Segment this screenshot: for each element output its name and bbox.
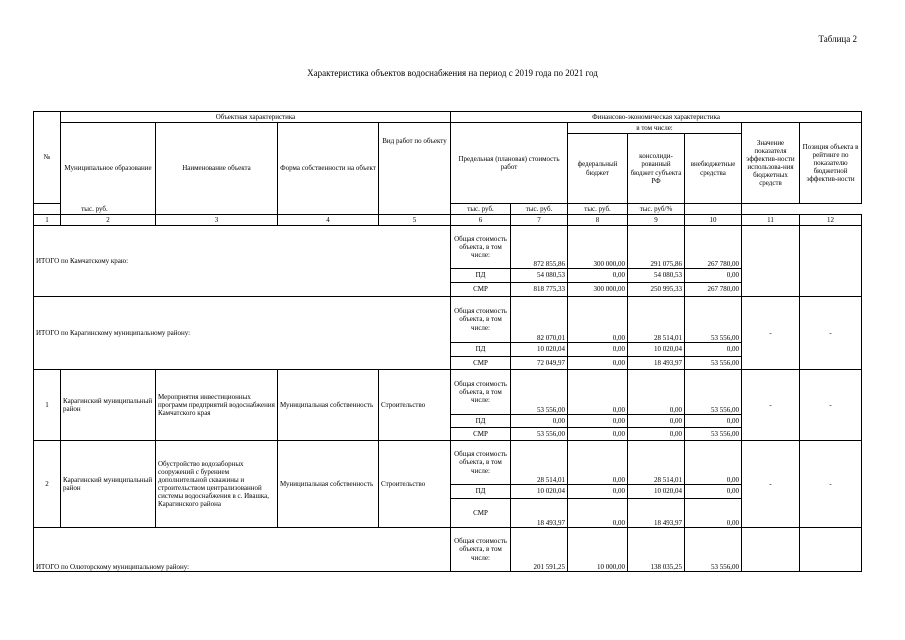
col-number: 5	[379, 215, 451, 226]
row-label-total: Общая стоимость объекта, в том числе:	[451, 528, 511, 572]
efficiency-value: -	[742, 297, 800, 370]
cell-value: 53 556,00	[685, 428, 742, 441]
cell-value: 0,00	[568, 499, 628, 528]
cell-value: 53 556,00	[685, 297, 742, 343]
col-number: 12	[800, 215, 862, 226]
col-number: 10	[685, 215, 742, 226]
cell-value: 10 020,04	[511, 343, 568, 357]
col-number: 11	[742, 215, 800, 226]
header-cost: Предельная (плановая) стоимость работ	[451, 123, 568, 204]
row-label-pd: ПД	[451, 485, 511, 499]
efficiency-value: -	[742, 370, 800, 441]
unit-federal: тыс. руб.	[451, 204, 511, 215]
cell-value: 0,00	[685, 499, 742, 528]
header-ownership: Форма собственности на объект	[278, 123, 379, 215]
cell-value: 10 020,04	[511, 485, 568, 499]
cell-value: 201 591,25	[511, 528, 568, 572]
unit-consolidated: тыс. руб.	[511, 204, 568, 215]
cell-value: 28 514,01	[628, 297, 685, 343]
cell-value: 0,00	[628, 415, 685, 428]
cell-value: 53 556,00	[511, 370, 568, 415]
col-number: 1	[34, 215, 61, 226]
cell-value: 0,00	[628, 428, 685, 441]
object-name: Обустройство водозаборных сооружений с бурением дополнительной скважины и строительством централизованной системы водоснабжения в с. Ивашка, Карагинского района	[156, 441, 278, 528]
cell-value: 0,00	[685, 269, 742, 283]
cell-value: 0,00	[568, 269, 628, 283]
cell-value: 53 556,00	[685, 528, 742, 572]
header-including: в том числе:	[568, 123, 742, 134]
header-finance-char: Финансово-экономическая характеристика	[451, 112, 862, 123]
cell-value: 250 995,33	[628, 283, 685, 297]
object-number: 2	[34, 441, 61, 528]
col-number: 9	[628, 215, 685, 226]
cell-value: 0,00	[511, 415, 568, 428]
water-supply-table	[33, 111, 862, 572]
object-name: Мероприятия инвестиционных программ предприятий водоснабжения Камчатского края	[156, 370, 278, 441]
position-value: -	[800, 370, 862, 441]
col-number: 4	[278, 215, 379, 226]
cell-value: 18 493,97	[511, 499, 568, 528]
cell-value: 28 514,01	[511, 441, 568, 485]
cell-value: 10 020,04	[628, 343, 685, 357]
row-label-total: Общая стоимость объекта, в том числе:	[451, 370, 511, 415]
cell-value: 0,00	[685, 485, 742, 499]
total-karaginsky-label: ИТОГО по Карагинскому муниципальному району:	[34, 297, 451, 370]
cell-value: 0,00	[568, 297, 628, 343]
object-municipality: Карагинский муниципальный район	[61, 370, 156, 441]
row-label-total: Общая стоимость объекта, в том числе:	[451, 226, 511, 269]
unit-cost: тыс. руб.	[34, 204, 156, 215]
cell-value: 0,00	[685, 441, 742, 485]
row-label-pd: ПД	[451, 415, 511, 428]
cell-value: 53 556,00	[511, 428, 568, 441]
header-efficiency: Значение показателя эффектив-ности использова-ния бюджетных средств	[742, 123, 800, 204]
cell-value: 72 049,97	[511, 357, 568, 370]
cell-value: 300 000,00	[568, 283, 628, 297]
col-number: 2	[61, 215, 156, 226]
cell-value: 0,00	[568, 357, 628, 370]
cell-value: 54 080,53	[628, 269, 685, 283]
cell-value: 18 493,97	[628, 499, 685, 528]
cell-value: 28 514,01	[628, 441, 685, 485]
header-position: Позиция объекта в рейтинге по показателю бюджетной эффектив-ности	[800, 123, 862, 204]
object-ownership: Муниципальная собственность	[278, 441, 379, 528]
document-title: Характеристика объектов водоснабжения на период с 2019 года по 2021 год	[307, 68, 598, 78]
table-number: Таблица 2	[818, 34, 857, 44]
row-label-smr: СМР	[451, 283, 511, 297]
cell-value: 0,00	[568, 415, 628, 428]
header-object-char: Объектная характеристика	[61, 112, 451, 123]
cell-value: 0,00	[568, 343, 628, 357]
object-work-type: Строительство	[379, 370, 451, 441]
col-number: 8	[568, 215, 628, 226]
cell-value: 0,00	[568, 370, 628, 415]
object-municipality: Карагинский муниципальный район	[61, 441, 156, 528]
cell-value: 872 855,86	[511, 226, 568, 269]
header-federal: федеральный бюджет	[568, 134, 628, 204]
cell-value: 0,00	[568, 441, 628, 485]
cell-value: 291 075,86	[628, 226, 685, 269]
position-value: -	[800, 441, 862, 528]
row-label-pd: ПД	[451, 269, 511, 283]
total-olyutorsky-label: ИТОГО по Олюторскому муниципальному району:	[34, 528, 451, 572]
cell-value: 18 493,97	[628, 357, 685, 370]
efficiency-value: -	[742, 441, 800, 528]
cell-value: 0,00	[685, 415, 742, 428]
cell-value: 10 000,00	[568, 528, 628, 572]
cell-value: 267 780,00	[685, 226, 742, 269]
total-kamchatka-label: ИТОГО по Камчатскому краю:	[34, 226, 451, 297]
cell-value: 0,00	[628, 370, 685, 415]
cell-value: 54 080,53	[511, 269, 568, 283]
unit-extrabudget: тыс. руб.	[568, 204, 628, 215]
cell-value: 10 020,04	[628, 485, 685, 499]
row-label-total: Общая стоимость объекта, в том числе:	[451, 441, 511, 485]
cell-value: 53 556,00	[685, 370, 742, 415]
row-label-smr: СМР	[451, 499, 511, 528]
object-work-type: Строительство	[379, 441, 451, 528]
col-number: 3	[156, 215, 278, 226]
row-label-smr: СМР	[451, 428, 511, 441]
col-number: 6	[451, 215, 511, 226]
cell-value: 82 070,01	[511, 297, 568, 343]
cell-value: 267 780,00	[685, 283, 742, 297]
cell-value: 0,00	[568, 485, 628, 499]
cell-value: 53 556,00	[685, 357, 742, 370]
cell-value: 300 000,00	[568, 226, 628, 269]
cell-value: 0,00	[568, 428, 628, 441]
row-label-smr: СМР	[451, 357, 511, 370]
object-number: 1	[34, 370, 61, 441]
cell-value: 818 775,33	[511, 283, 568, 297]
header-object-name: Наименование объекта	[156, 123, 278, 215]
header-extrabudget: внебюджетные средства	[685, 134, 742, 204]
header-work-type: Вид работ по объекту	[379, 123, 451, 215]
col-number: 7	[511, 215, 568, 226]
row-label-pd: ПД	[451, 343, 511, 357]
object-ownership: Муниципальная собственность	[278, 370, 379, 441]
unit-efficiency: тыс. руб/%	[628, 204, 685, 215]
position-value: -	[800, 297, 862, 370]
header-municipality: Муниципальное образование	[61, 123, 156, 215]
row-label-total: Общая стоимость объекта, в том числе:	[451, 297, 511, 343]
header-consolidated: консолиди-рованный бюджет субъекта РФ	[628, 134, 685, 204]
cell-value: 0,00	[685, 343, 742, 357]
cell-value: 138 035,25	[628, 528, 685, 572]
header-num: №	[34, 112, 61, 204]
